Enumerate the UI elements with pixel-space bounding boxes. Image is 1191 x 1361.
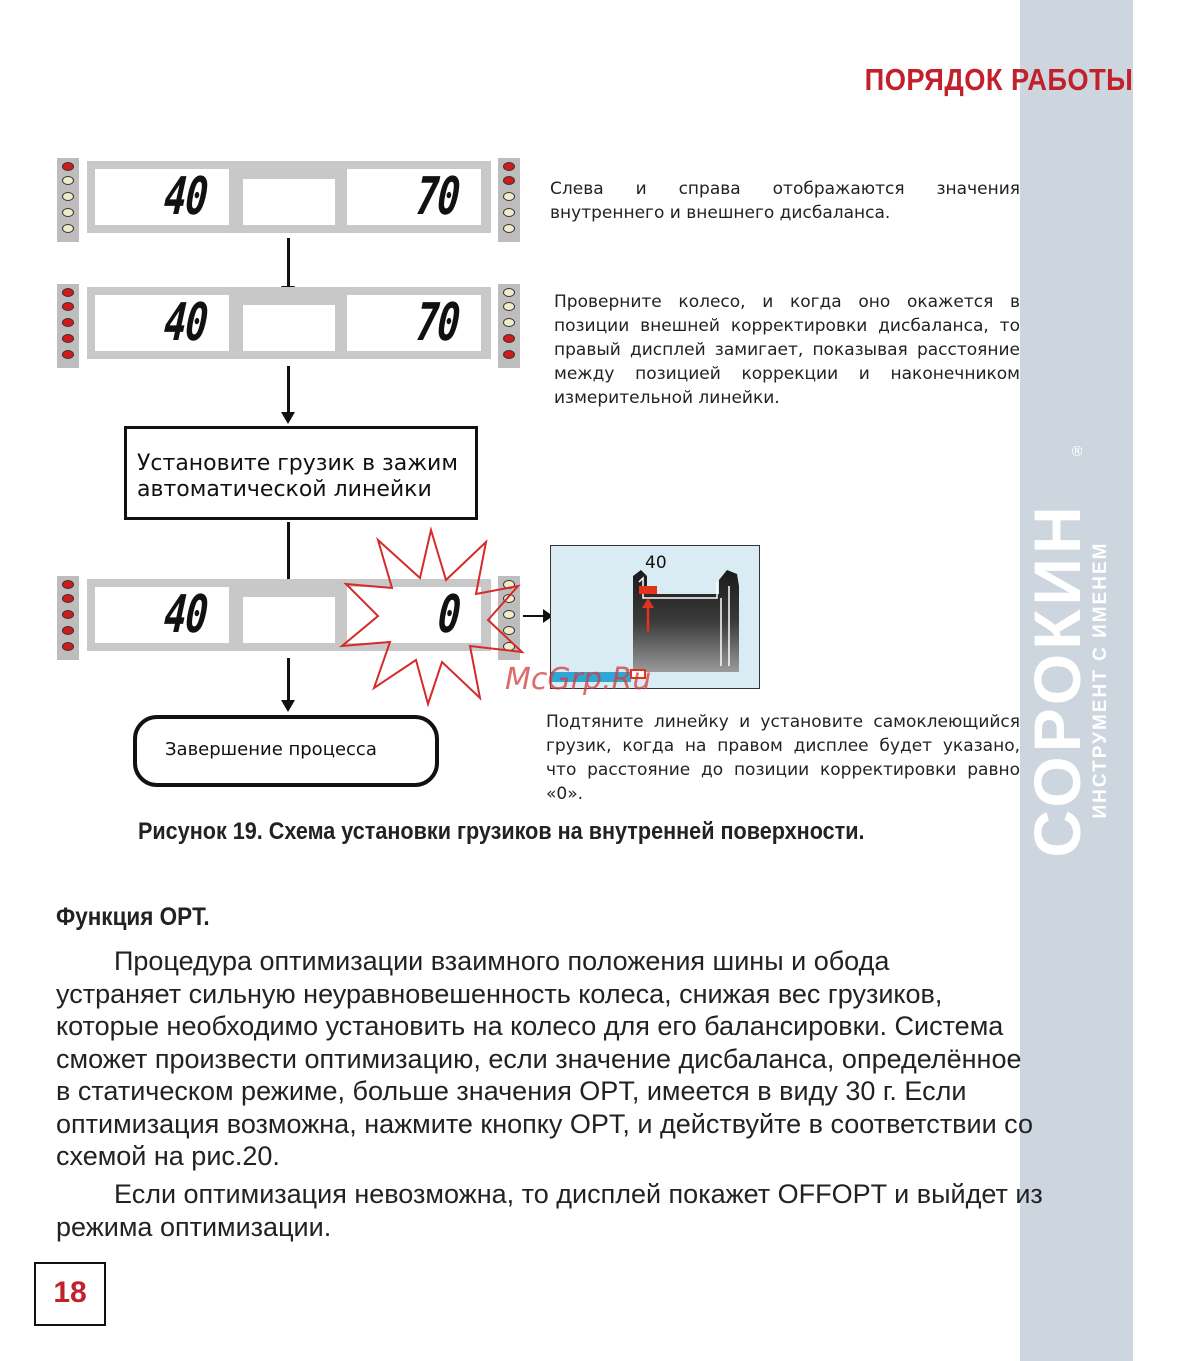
- end-process-box: [133, 715, 439, 787]
- led-indicator: [503, 350, 515, 359]
- left-display: [95, 169, 229, 225]
- paragraph-line: в статическом режиме, больше значения OPT, имеется в виду 30 г. Если: [56, 1076, 967, 1106]
- led-indicator: [503, 224, 515, 233]
- led-indicator: [503, 208, 515, 217]
- left-led-column: [57, 158, 79, 242]
- blink-star-icon: [338, 522, 524, 708]
- led-indicator: [62, 208, 74, 217]
- step-box-text: [137, 451, 458, 503]
- step-box-line: Установите грузик в зажим: [137, 451, 458, 476]
- watermark: McGrp.Ru: [505, 662, 652, 697]
- led-indicator: [62, 580, 74, 589]
- right-value: 70: [414, 293, 462, 353]
- paragraph-line: Если оптимизация невозможна, то дисплей покажет OFFOPT и выйдет из: [114, 1179, 1043, 1209]
- arrow-head: [281, 700, 295, 712]
- display-row-1: [57, 158, 523, 242]
- page-number-box: [34, 1262, 106, 1326]
- led-indicator: [503, 162, 515, 171]
- step-box-line: автоматической линейки: [137, 477, 432, 502]
- led-indicator: [62, 192, 74, 201]
- right-value: 0: [435, 585, 462, 645]
- paragraph-2: [56, 1178, 1078, 1243]
- step-description-1: Слева и справа отображаются значения внутреннего и внешнего дисбаланса.: [550, 179, 1020, 223]
- flow-arrow: [287, 658, 290, 702]
- step-box: [124, 426, 478, 520]
- flow-arrow: [287, 366, 290, 414]
- led-indicator: [62, 350, 74, 359]
- weight-marker: [639, 586, 657, 594]
- led-indicator: [503, 192, 515, 201]
- led-indicator: [503, 288, 515, 297]
- left-display: [95, 587, 229, 643]
- left-value: 40: [162, 585, 210, 645]
- arrow-head: [281, 412, 295, 424]
- right-led-column: [498, 284, 520, 368]
- led-indicator: [503, 176, 515, 185]
- brand-logo: [1020, 440, 1120, 920]
- paragraph-line: режима оптимизации.: [56, 1211, 332, 1242]
- led-indicator: [62, 594, 74, 603]
- right-display: [347, 169, 481, 225]
- display-panel: [87, 287, 491, 359]
- left-led-column: [57, 284, 79, 368]
- paragraph-line: Процедура оптимизации взаимного положения шины и обода: [114, 946, 890, 976]
- section-heading: Функция OPT.: [56, 903, 210, 931]
- wheel-distance-label: 40: [645, 553, 667, 573]
- led-indicator: [62, 626, 74, 635]
- paragraph-line: оптимизация возможна, нажмите кнопку OPT, и действуйте в соответствии со: [56, 1108, 1033, 1139]
- led-indicator: [62, 642, 74, 651]
- paragraph-line: сможет произвести оптимизацию, если значение дисбаланса, определённое: [56, 1043, 1022, 1074]
- paragraph-1: [56, 945, 1078, 1173]
- led-indicator: [503, 334, 515, 343]
- paragraph-line: схемой на рис.20.: [56, 1141, 280, 1171]
- end-process-text: Завершение процесса: [165, 739, 377, 760]
- led-indicator: [62, 318, 74, 327]
- page-number: 18: [53, 1276, 87, 1309]
- led-indicator: [62, 610, 74, 619]
- section-title: ПОРЯДОК РАБОТЫ: [864, 62, 1133, 97]
- led-indicator: [62, 334, 74, 343]
- paragraph-line: устраняет сильную неуравновешенность колеса, снижая вес грузиков,: [56, 978, 943, 1009]
- led-indicator: [62, 176, 74, 185]
- left-value: 40: [162, 167, 210, 227]
- flow-arrow: [287, 238, 290, 288]
- pointer-line: [523, 615, 545, 617]
- right-value: 70: [414, 167, 462, 227]
- right-led-column: [498, 158, 520, 242]
- paragraph-line: которые необходимо установить на колесо для его балансировки. Система: [56, 1011, 1004, 1041]
- left-value: 40: [162, 293, 210, 353]
- brand-name: СОРОКИН: [1020, 502, 1094, 858]
- led-indicator: [62, 162, 74, 171]
- brand-tagline: ИНСТРУМЕНТ С ИМЕНЕМ: [1090, 541, 1111, 819]
- led-indicator: [62, 302, 74, 311]
- step-description-2: Проверните колесо, и когда оно окажется в позиции внешней корректировки дисбаланса, то правый дисплей замигает, показывая расстояние между позицией коррекции и наконечником измерительной линейки.: [554, 292, 1020, 408]
- display-panel: [87, 161, 491, 233]
- center-display: [243, 305, 335, 351]
- led-indicator: [62, 288, 74, 297]
- led-indicator: [503, 318, 515, 327]
- step-description-3: Подтяните линейку и установите самоклеющийся грузик, когда на правом дисплее будет указано, что расстояние до позиции корректировки равно «0».: [546, 712, 1020, 804]
- figure-caption: Рисунок 19. Схема установки грузиков на внутренней поверхности.: [138, 818, 865, 845]
- left-display: [95, 295, 229, 351]
- led-indicator: [62, 224, 74, 233]
- right-display: [347, 295, 481, 351]
- led-indicator: [503, 302, 515, 311]
- registered-mark: ®: [1070, 444, 1084, 460]
- center-display: [243, 179, 335, 225]
- left-led-column: [57, 576, 79, 660]
- display-row-2: [57, 284, 523, 368]
- center-display: [243, 597, 335, 643]
- flow-arrow: [287, 522, 290, 582]
